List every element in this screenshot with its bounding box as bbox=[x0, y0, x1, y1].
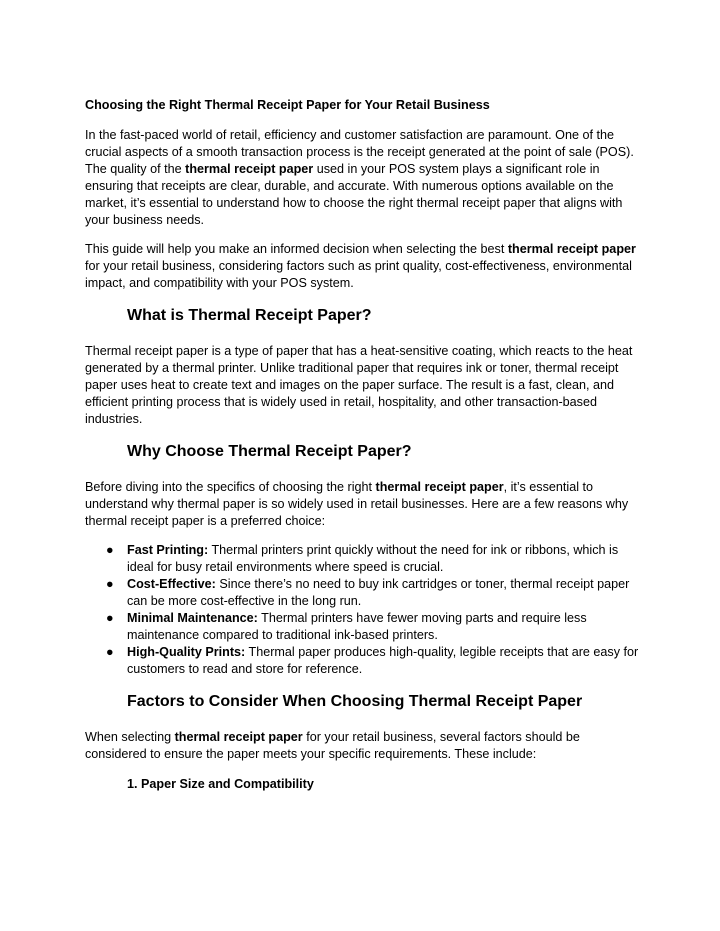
what-paragraph: Thermal receipt paper is a type of paper that has a heat-sensitive coating, which reacts to the heat generated by a thermal printer. Unlike traditional paper that requires ink or toner, thermal receipt paper uses heat to create text and images on the paper surface. The result is a fast, clean, and efficient printing process that is widely used in retail, hospitality, and other transaction-based industries. bbox=[85, 344, 633, 426]
list-item-label: Cost-Effective: bbox=[127, 577, 216, 591]
factors-paragraph bbox=[85, 729, 640, 763]
guide-text-a: This guide will help you make an informed decision when selecting the best bbox=[85, 242, 508, 256]
why-heading: Why Choose Thermal Receipt Paper? bbox=[127, 443, 412, 460]
intro-keyword: thermal receipt paper bbox=[185, 162, 314, 176]
guide-text-b: for your retail business, considering factors such as print quality, cost-effectiveness, environmental impact, and compatibility with your POS system. bbox=[85, 259, 632, 290]
guide-keyword: thermal receipt paper bbox=[507, 242, 636, 256]
list-item-text: Thermal printers print quickly without the need for ink or ribbons, which is ideal for busy retail environments where speed is crucial. bbox=[127, 543, 619, 574]
document-title: Choosing the Right Thermal Receipt Paper for Your Retail Business bbox=[85, 98, 490, 112]
why-keyword: thermal receipt paper bbox=[375, 480, 504, 494]
list-item-label: Fast Printing: bbox=[127, 543, 209, 557]
paper-size-subheading: 1. Paper Size and Compatibility bbox=[127, 777, 314, 791]
why-paragraph bbox=[85, 479, 640, 530]
document-body bbox=[85, 97, 640, 793]
intro-paragraph bbox=[85, 127, 640, 229]
bullet-icon: ● bbox=[106, 577, 114, 591]
list-item-text: Thermal printers have fewer moving parts and require less maintenance compared to traditional ink-based printers. bbox=[127, 611, 587, 642]
bullet-icon: ● bbox=[106, 645, 114, 659]
factors-keyword: thermal receipt paper bbox=[174, 730, 303, 744]
list-item-label: High-Quality Prints: bbox=[127, 645, 246, 659]
bullet-icon: ● bbox=[106, 543, 114, 557]
guide-paragraph bbox=[85, 241, 640, 292]
reasons-list bbox=[85, 542, 640, 678]
bullet-icon: ● bbox=[106, 611, 114, 625]
factors-heading: Factors to Consider When Choosing Thermal Receipt Paper bbox=[127, 693, 583, 710]
why-text-b: , it’s essential to understand why thermal paper is so widely used in retail businesses. Here are a few reasons why thermal receipt paper is a preferred choice: bbox=[85, 480, 629, 528]
factors-text-b: for your retail business, several factors should be considered to ensure the paper meets your specific requirements. These include: bbox=[85, 730, 580, 761]
list-item bbox=[85, 576, 640, 610]
intro-text-a: In the fast-paced world of retail, efficiency and customer satisfaction are paramount. One of the crucial aspects of a smooth transaction process is the receipt generated at the point of sale (POS). The quality of the bbox=[85, 128, 634, 176]
list-item bbox=[85, 542, 640, 576]
list-item-text: Since there’s no need to buy ink cartridges or toner, thermal receipt paper can be more cost-effective in the long run. bbox=[127, 577, 630, 608]
list-item bbox=[85, 644, 640, 678]
list-item bbox=[85, 610, 640, 644]
factors-text-a: When selecting bbox=[85, 730, 175, 744]
what-heading: What is Thermal Receipt Paper? bbox=[127, 307, 372, 324]
list-item-label: Minimal Maintenance: bbox=[127, 611, 258, 625]
list-item-text: Thermal paper produces high-quality, legible receipts that are easy for customers to read and store for reference. bbox=[127, 645, 639, 676]
intro-text-b: used in your POS system plays a significant role in ensuring that receipts are clear, durable, and accurate. With numerous options available on the market, it’s essential to understand how to choose the right thermal receipt paper that aligns with your business needs. bbox=[85, 162, 623, 227]
why-text-a: Before diving into the specifics of choosing the right bbox=[85, 480, 376, 494]
